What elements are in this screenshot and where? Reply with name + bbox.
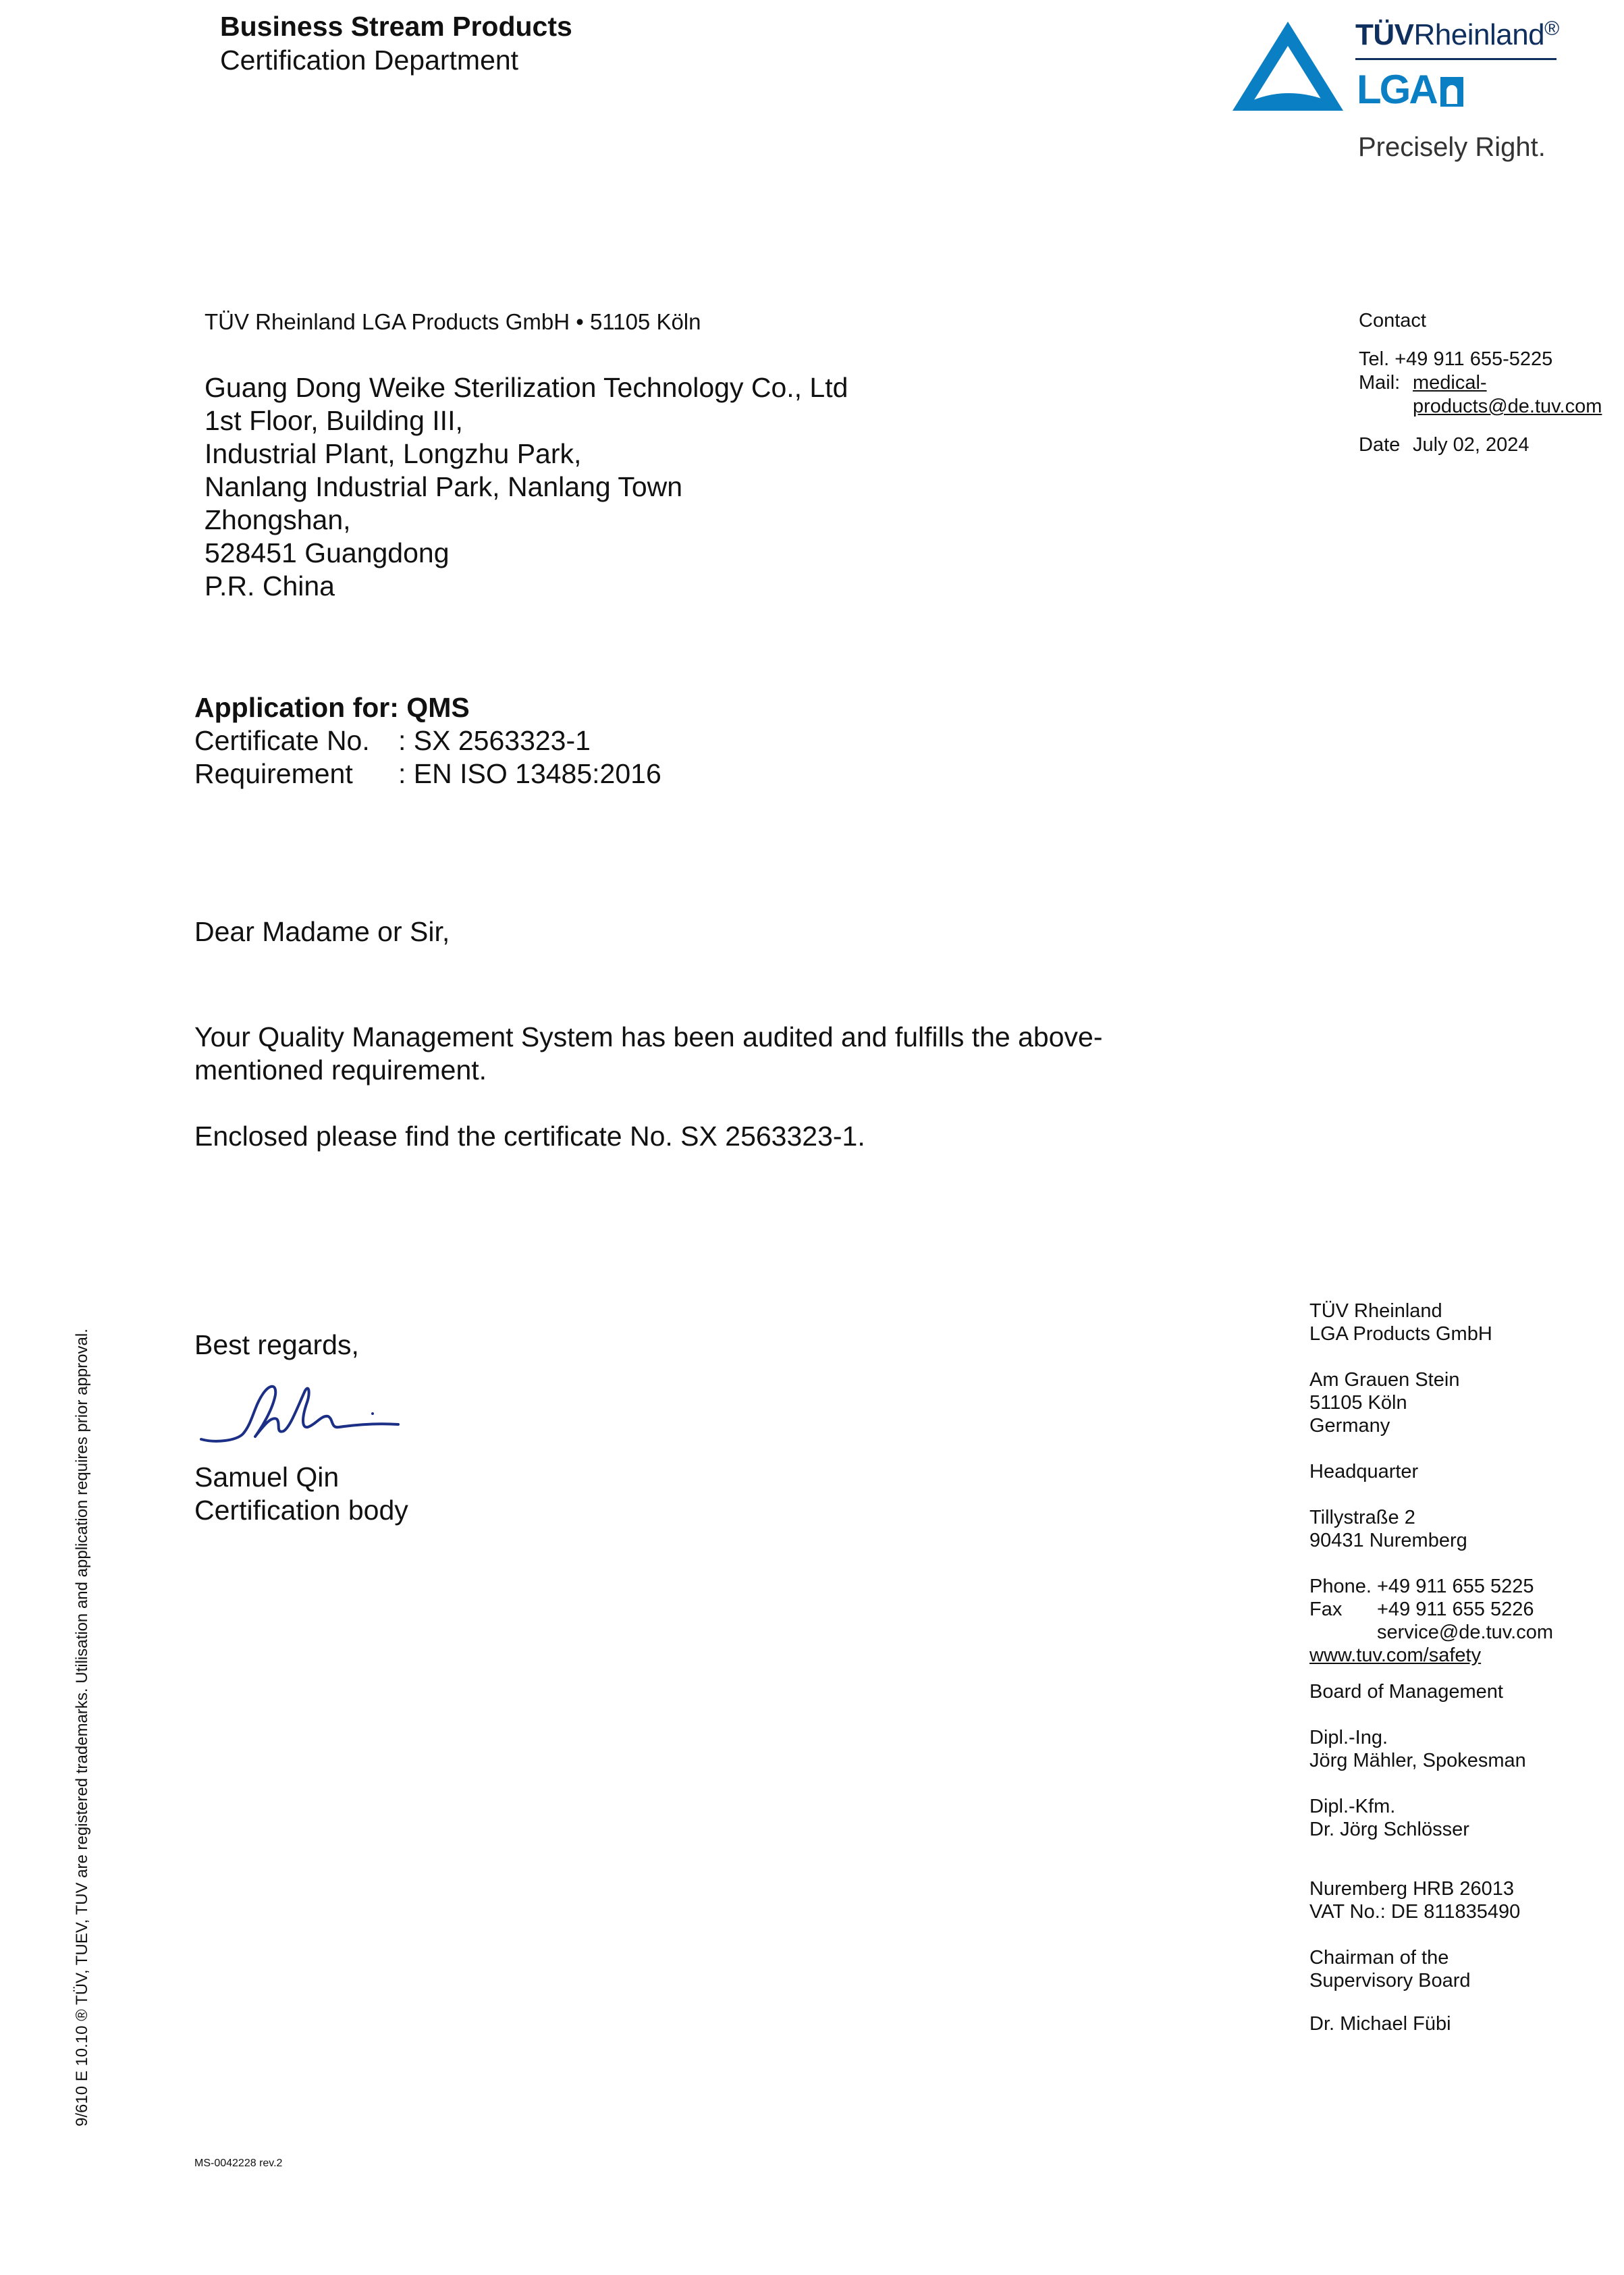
brand-tagline: Precisely Right. (1358, 132, 1546, 162)
website-link[interactable]: www.tuv.com/safety (1309, 1644, 1482, 1666)
mail-link-part1[interactable]: medical- (1413, 372, 1487, 394)
signature-icon (196, 1377, 405, 1451)
board-member-1 (1309, 1726, 1553, 1772)
certificate-label: Certificate No. (194, 725, 370, 756)
registry-number: Nuremberg HRB 26013 (1309, 1878, 1515, 1900)
recipient-line: Industrial Plant, Longzhu Park, (205, 438, 582, 469)
recipient-address (205, 371, 848, 603)
chairman-label-line: Chairman of the (1309, 1947, 1449, 1969)
company-name-line: TÜV Rheinland (1309, 1300, 1442, 1322)
board-member-name: Dr. Jörg Schlösser (1309, 1819, 1469, 1840)
chairman-label-line: Supervisory Board (1309, 1970, 1471, 1991)
contact-mail (1359, 371, 1602, 395)
contact-mail-cont (1359, 395, 1602, 419)
application-title: Application for: QMS (194, 692, 470, 723)
fax-value: +49 911 655 5226 (1377, 1599, 1534, 1620)
document-reference: MS-0042228 rev.2 (194, 2158, 283, 2169)
paragraph-enclosure: Enclosed please find the certificate No. SX 2563323-1. (194, 1121, 865, 1152)
date-value: July 02, 2024 (1413, 434, 1530, 456)
sender-line: TÜV Rheinland LGA Products GmbH • 51105 Köln (205, 309, 701, 334)
signer-block (194, 1461, 408, 1527)
application-block (194, 691, 661, 791)
letter-closing: Best regards, (194, 1329, 359, 1360)
board-member-title: Dipl.-Ing. (1309, 1727, 1388, 1748)
vat-number: VAT No.: DE 811835490 (1309, 1901, 1521, 1923)
phone-value: +49 911 655-5225 (1395, 348, 1553, 370)
board-member-name: Jörg Mähler, Spokesman (1309, 1750, 1526, 1771)
date-label: Date (1359, 434, 1401, 456)
fax-label: Fax (1309, 1599, 1343, 1620)
spacer (1359, 395, 1413, 419)
recipient-line: Guang Dong Weike Sterilization Technology Co., Ltd (205, 372, 848, 403)
trademark-side-note: 9/610 E 10.10 ® TÜV, TUEV, TUV are registered trademarks. Utilisation and application requires prior approval. (73, 1329, 91, 2126)
lga-mark: LGA (1357, 66, 1463, 113)
spacer (1309, 1621, 1377, 1644)
tuv-rheinland-logo (1227, 12, 1592, 174)
company-contact (1309, 1575, 1553, 1667)
chairman-name: Dr. Michael Fübi (1309, 2013, 1451, 2035)
hq-line: Tillystraße 2 (1309, 1507, 1415, 1528)
signer-role: Certification body (194, 1495, 408, 1526)
requirement-value: : EN ISO 13485:2016 (398, 758, 661, 789)
phone-label: Phone. (1309, 1576, 1372, 1597)
address-line: 51105 Köln (1309, 1392, 1407, 1414)
email-row (1309, 1621, 1553, 1644)
fax-row (1309, 1598, 1553, 1621)
phone-value: +49 911 655 5225 (1376, 1576, 1534, 1597)
paragraph-line: Your Quality Management System has been audited and fulfills the above- (194, 1021, 1103, 1052)
spacer (1359, 333, 1602, 348)
paragraph-audit (194, 1021, 1207, 1087)
address-line: Germany (1309, 1415, 1390, 1437)
contact-block (1359, 309, 1602, 457)
handwritten-signature (196, 1377, 405, 1451)
letter-body (194, 1021, 1207, 1186)
mail-link-part2[interactable]: products@de.tuv.com (1413, 396, 1602, 417)
contact-date (1359, 433, 1602, 457)
certificate-value: : SX 2563323-1 (398, 725, 591, 756)
company-name-line: LGA Products GmbH (1309, 1323, 1492, 1345)
phone-row (1309, 1575, 1553, 1598)
phone-label: Tel. (1359, 348, 1390, 370)
board-label: Board of Management (1309, 1681, 1503, 1703)
division-name: Business Stream Products (220, 11, 572, 42)
signer-name: Samuel Qin (194, 1462, 340, 1493)
recipient-line: Nanlang Industrial Park, Nanlang Town (205, 471, 683, 502)
headquarter-address (1309, 1506, 1553, 1552)
spacer (1359, 419, 1602, 433)
brand-name: TÜVRheinland® (1355, 18, 1559, 51)
recipient-line: P.R. China (205, 570, 335, 601)
letter-greeting: Dear Madame or Sir, (194, 916, 450, 947)
contact-phone (1359, 348, 1602, 371)
paragraph-line: mentioned requirement. (194, 1054, 487, 1086)
registry-info (1309, 1877, 1553, 1923)
company-info (1309, 1300, 1553, 2035)
mail-label: Mail: (1359, 372, 1401, 394)
recipient-line: 1st Floor, Building III, (205, 405, 463, 436)
requirement-row (194, 757, 661, 791)
hq-line: 90431 Nuremberg (1309, 1530, 1467, 1551)
brand-divider (1355, 58, 1557, 60)
recipient-line: Zhongshan, (205, 504, 351, 535)
department-name: Certification Department (220, 45, 519, 76)
website-row (1309, 1644, 1553, 1667)
company-address (1309, 1368, 1553, 1437)
lga-symbol-icon (1440, 77, 1463, 107)
triangle-logo-icon (1227, 16, 1349, 117)
requirement-label: Requirement (194, 758, 353, 789)
certificate-row (194, 724, 661, 757)
recipient-line: 528451 Guangdong (205, 537, 450, 568)
email-value[interactable]: service@de.tuv.com (1377, 1622, 1553, 1643)
board-member-2 (1309, 1795, 1553, 1841)
department-header (220, 9, 572, 77)
contact-heading: Contact (1359, 310, 1426, 331)
company-name (1309, 1300, 1553, 1345)
chairman-label (1309, 1946, 1553, 1992)
address-line: Am Grauen Stein (1309, 1369, 1460, 1391)
headquarter-label: Headquarter (1309, 1461, 1419, 1482)
board-member-title: Dipl.-Kfm. (1309, 1796, 1396, 1817)
